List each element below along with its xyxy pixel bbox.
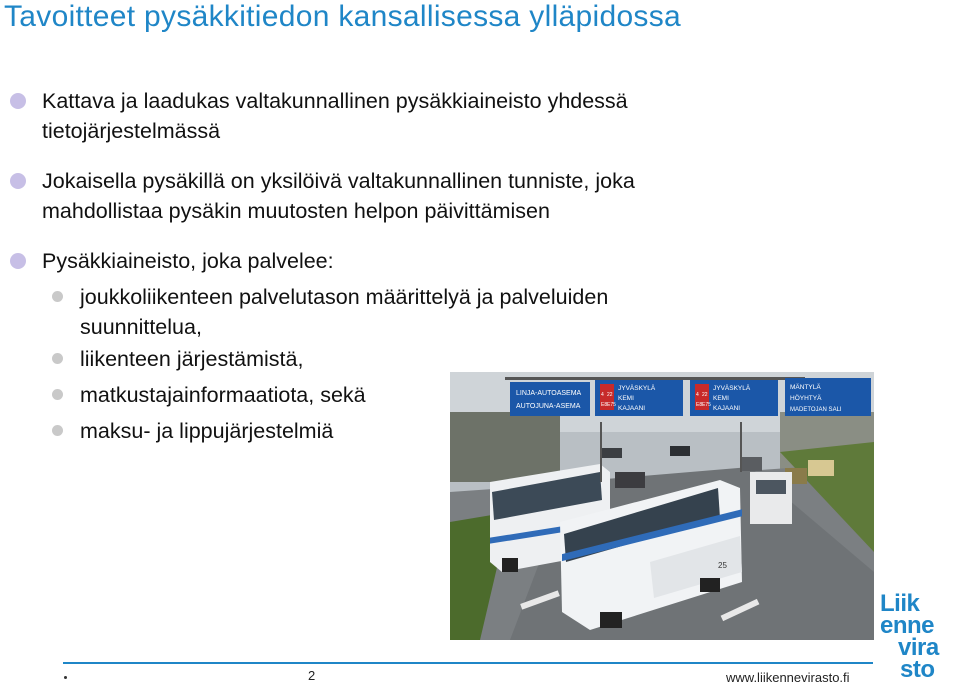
sign-route: 22 — [702, 392, 708, 398]
footer-dot — [64, 676, 67, 679]
subbullet-text: maksu- ja lippujärjestelmiä — [80, 419, 334, 443]
sign-route: E8 — [601, 402, 608, 408]
logo-text: vira — [898, 634, 939, 661]
slide-title: Tavoitteet pysäkkitiedon kansallisessa ylläpidossa — [4, 0, 682, 33]
sign-text: LINJA-AUTOASEMA — [516, 390, 582, 397]
bullet-dot-icon — [10, 93, 26, 109]
subbullet-text: suunnittelua, — [80, 315, 202, 339]
subbullet-text: matkustajainformaatiota, sekä — [80, 383, 366, 407]
bullet-text: tietojärjestelmässä — [42, 119, 221, 143]
sign-text: KAJAANI — [618, 405, 646, 412]
sign-route: 4 — [601, 392, 604, 398]
logo-text: enne — [880, 612, 935, 639]
bus-photo — [450, 372, 874, 640]
sign-text: MADETOJAN SALI — [790, 407, 842, 413]
subbullet-text: liikenteen järjestämistä, — [80, 347, 304, 371]
bullet-dot-icon — [10, 173, 26, 189]
sign-text: JYVÄSKYLÄ — [618, 385, 656, 392]
sign-text: KAJAANI — [713, 405, 741, 412]
sign-text: JYVÄSKYLÄ — [713, 385, 751, 392]
subbullet-dot-icon — [52, 425, 63, 436]
bullet-dot-icon — [10, 253, 26, 269]
sign-text: KEMI — [713, 395, 729, 402]
subbullet-item — [80, 344, 800, 374]
bullet-item — [42, 246, 802, 276]
page-number: 2 — [308, 668, 316, 683]
sign-route: E8 — [696, 402, 703, 408]
road-sign — [510, 382, 590, 416]
bullet-text: Kattava ja laadukas valtakunnallinen pysäkkiaineisto yhdessä — [42, 89, 628, 113]
logo-text: sto — [900, 656, 935, 683]
sign-route: E75 — [607, 402, 616, 408]
subbullet-dot-icon — [52, 389, 63, 400]
bullet-text: Jokaisella pysäkillä on yksilöivä valtakunnallinen tunniste, joka — [42, 169, 635, 193]
road-sign — [690, 380, 778, 416]
website-url: www.liikennevirasto.fi — [726, 670, 850, 685]
road-sign — [595, 380, 683, 416]
sign-route: E75 — [702, 402, 711, 408]
bullet-item — [42, 86, 802, 146]
subbullet-item — [80, 282, 800, 342]
subbullet-text: joukkoliikenteen palvelutason määrittelyä ja palveluiden — [80, 285, 609, 309]
sign-route: 22 — [607, 392, 613, 398]
subbullet-dot-icon — [52, 353, 63, 364]
subbullet-dot-icon — [52, 291, 63, 302]
bullet-item — [42, 166, 802, 226]
road-sign — [785, 378, 871, 416]
sign-text: MÄNTYLÄ — [790, 384, 821, 391]
logo-text: Liik — [880, 590, 920, 617]
bus-number: 25 — [718, 561, 727, 570]
bullet-text: Pysäkkiaineisto, joka palvelee: — [42, 249, 334, 273]
sign-text: KEMI — [618, 395, 634, 402]
sign-route: 4 — [696, 392, 699, 398]
liikennevirasto-logo — [880, 590, 958, 682]
sign-text: HÖYHTYÄ — [790, 395, 822, 402]
sign-text: AUTOJUNA-ASEMA — [516, 403, 581, 410]
bullet-text: mahdollistaa pysäkin muutosten helpon päivittämisen — [42, 199, 550, 223]
footer-divider — [63, 662, 873, 664]
